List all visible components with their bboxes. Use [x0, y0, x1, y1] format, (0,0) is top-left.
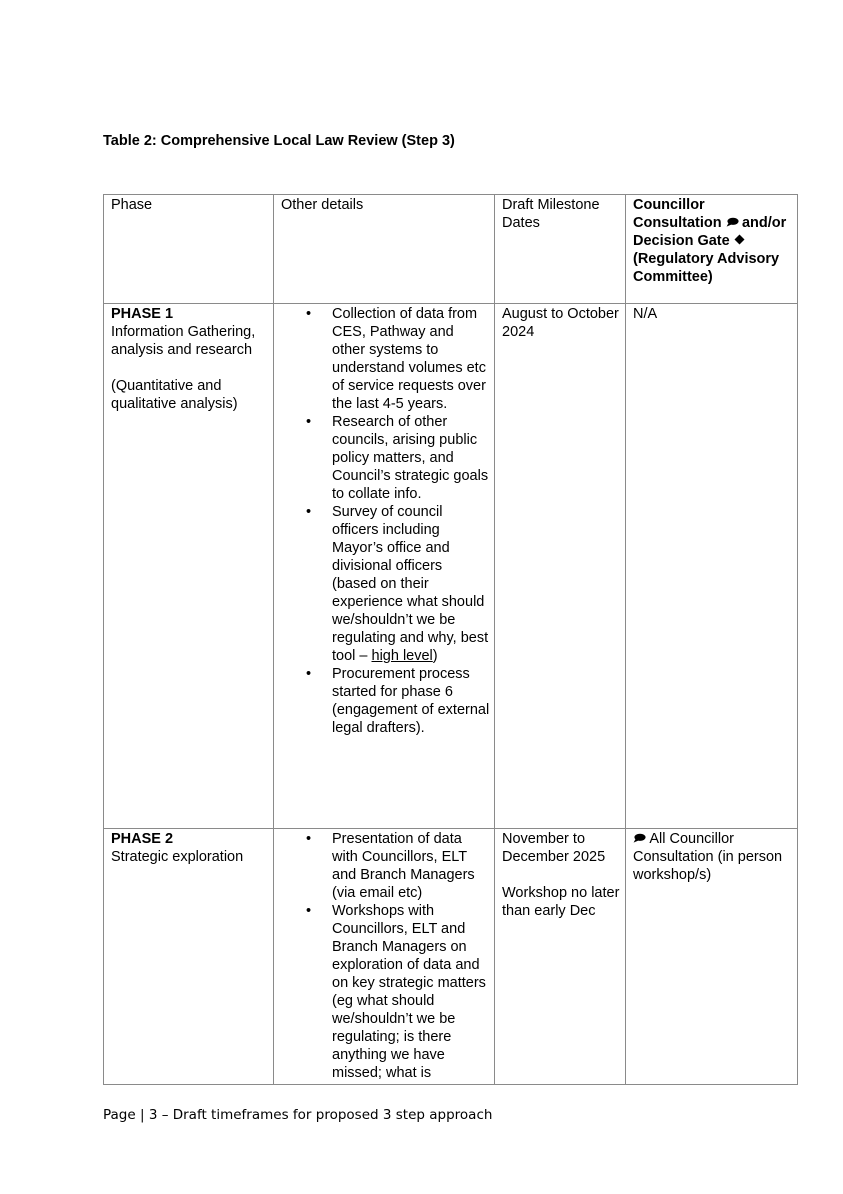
table-title: Table 2: Comprehensive Local Law Review (Step 3)	[103, 133, 455, 149]
dates-text: November to December 2025	[502, 831, 606, 865]
header-other-details: Other details	[274, 195, 495, 304]
review-table	[103, 194, 798, 1085]
phase-title: PHASE 2	[111, 831, 174, 847]
header-consult-line2: and/or Decision Gate	[633, 215, 787, 249]
header-consultation	[626, 195, 798, 304]
list-item: • Collection of data from CES, Pathway and other systems to understand volumes etc of service requests over the last 4-5 years.	[332, 305, 490, 413]
survey-underlined: high level	[371, 648, 433, 664]
phase-desc: Information Gathering, analysis and research	[111, 324, 256, 358]
speech-bubble-icon	[633, 832, 649, 846]
list-item: • Presentation of data with Councillors, ELT and Branch Managers (via email etc)	[332, 830, 490, 902]
header-consult-line1: Councillor Consultation	[633, 197, 722, 231]
table-row	[104, 829, 798, 1085]
table-header-row	[104, 195, 798, 304]
diamond-icon	[734, 234, 745, 248]
list-item: • Research of other councils, arising public policy matters, and Council’s strategic goals to collate info.	[332, 413, 490, 503]
page-footer: Page | 3 – Draft timeframes for proposed 3 step approach	[103, 1107, 493, 1123]
list-item: • Workshops with Councillors, ELT and Branch Managers on exploration of data and on key strategic matters (eg what should we/shouldn’t we be regulating; is there anything we have missed; what is	[332, 902, 490, 1082]
phase-note: (Quantitative and qualitative analysis)	[111, 378, 238, 412]
details-cell	[274, 829, 495, 1085]
survey-text: Survey of council officers including Mayor’s office and divisional officers (based on their experience what should we/shouldn’t we be regulating and why, best tool –	[332, 504, 489, 664]
speech-bubble-icon	[726, 216, 742, 230]
dates-cell: August to October 2024	[495, 304, 626, 829]
details-list	[281, 830, 490, 1082]
phase-title: PHASE 1	[111, 306, 174, 322]
details-cell	[274, 304, 495, 829]
consultation-text: All Councillor Consultation (in person workshop/s)	[633, 831, 783, 883]
header-phase: Phase	[104, 195, 274, 304]
phase-desc: Strategic exploration	[111, 849, 244, 865]
survey-close: )	[432, 648, 438, 664]
details-list	[281, 305, 490, 737]
phase-cell	[104, 304, 274, 829]
dates-note: Workshop no later than early Dec	[502, 885, 620, 919]
header-consult-line3: (Regulatory Advisory Committee)	[633, 251, 780, 285]
list-item	[332, 503, 490, 665]
dates-cell	[495, 829, 626, 1085]
phase-cell	[104, 829, 274, 1085]
header-dates: Draft Milestone Dates	[495, 195, 626, 304]
table-row	[104, 304, 798, 829]
consultation-cell	[626, 829, 798, 1085]
consultation-cell: N/A	[626, 304, 798, 829]
list-item: • Procurement process started for phase 6 (engagement of external legal drafters).	[332, 665, 490, 737]
